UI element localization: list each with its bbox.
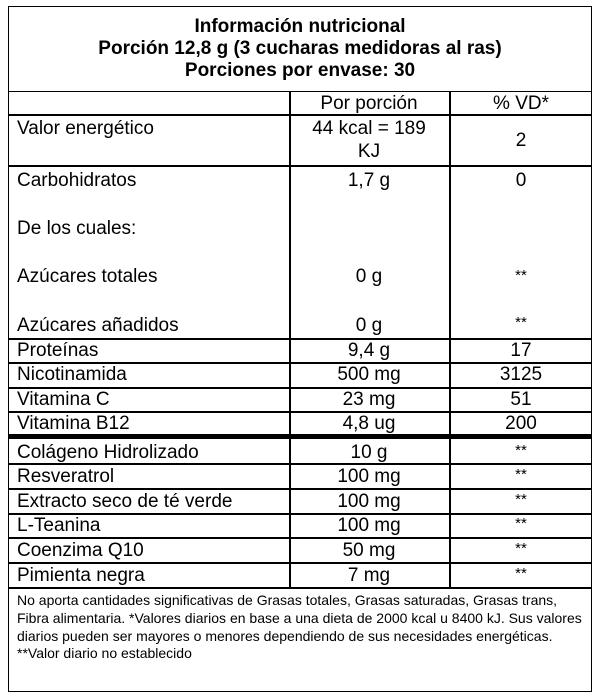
row-amount: 44 kcal = 189 (312, 118, 426, 139)
row-amount: 4,8 ug (342, 413, 396, 434)
servings-per-container: Porciones por envase: 30 (184, 60, 416, 81)
table-header (9, 7, 591, 92)
row-amount: 100 mg (337, 515, 401, 536)
row-vd: ** (515, 466, 527, 483)
row-vd: 51 (510, 389, 532, 410)
row-vd: ** (515, 540, 527, 557)
row-amount: 500 mg (337, 364, 401, 385)
row-amount-continued: KJ (357, 141, 381, 162)
row-label: L-Teanina (17, 515, 101, 536)
table-title: Información nutricional (194, 16, 406, 37)
row-label: Vitamina C (17, 389, 110, 410)
row-divider (9, 587, 591, 589)
row-vd: 2 (515, 130, 527, 151)
row-amount: 0 g (355, 266, 383, 287)
row-amount: 100 mg (337, 491, 401, 512)
row-label: Carbohidratos (17, 170, 137, 191)
row-label: De los cuales: (17, 218, 137, 239)
column-header-per-portion: Por porción (320, 93, 418, 114)
row-amount: 100 mg (337, 466, 401, 487)
row-amount: 23 mg (342, 389, 396, 410)
row-label: Azúcares totales (17, 266, 158, 287)
row-label: Azúcares añadidos (17, 315, 179, 336)
row-amount: 9,4 g (347, 340, 391, 361)
row-vd: 17 (510, 340, 532, 361)
row-vd: ** (515, 314, 527, 331)
row-amount: 50 mg (342, 540, 396, 561)
row-label: Pimienta negra (17, 565, 145, 586)
nutrition-facts-table (8, 6, 592, 692)
row-label: Extracto seco de té verde (17, 491, 233, 512)
row-amount: 7 mg (347, 565, 391, 586)
portion-size: Porción 12,8 g (3 cucharas medidoras al ras) (98, 38, 502, 59)
row-amount: 0 g (355, 315, 383, 336)
row-label: Valor energético (17, 118, 154, 139)
row-label: Proteínas (17, 340, 99, 361)
column-header-vd: % VD* (493, 93, 549, 114)
row-vd: ** (515, 515, 527, 532)
row-vd: ** (515, 267, 527, 284)
row-divider (9, 165, 591, 167)
row-vd: 0 (515, 170, 527, 191)
row-vd: 3125 (499, 364, 543, 385)
footnote: No aporta cantidades significativas de Grasas totales, Grasas saturadas, Grasas trans, Fibra alimentaria. *Valores diarios en base a una dieta de 2000 kcal u 8400 kJ. Sus valores diarios pueden ser mayores o menores dependiendo de sus necesidades energéticas. **Valor diario no establecido (17, 592, 582, 662)
row-vd: ** (515, 442, 527, 459)
row-label: Nicotinamida (17, 364, 127, 385)
row-vd: 200 (505, 413, 537, 434)
row-amount: 1,7 g (347, 170, 391, 191)
row-label: Vitamina B12 (17, 413, 130, 434)
row-label: Colágeno Hidrolizado (17, 442, 199, 463)
row-vd: ** (515, 565, 527, 582)
row-label: Coenzima Q10 (17, 540, 144, 561)
row-label: Resveratrol (17, 466, 115, 487)
row-vd: ** (515, 491, 527, 508)
row-amount: 10 g (350, 442, 388, 463)
